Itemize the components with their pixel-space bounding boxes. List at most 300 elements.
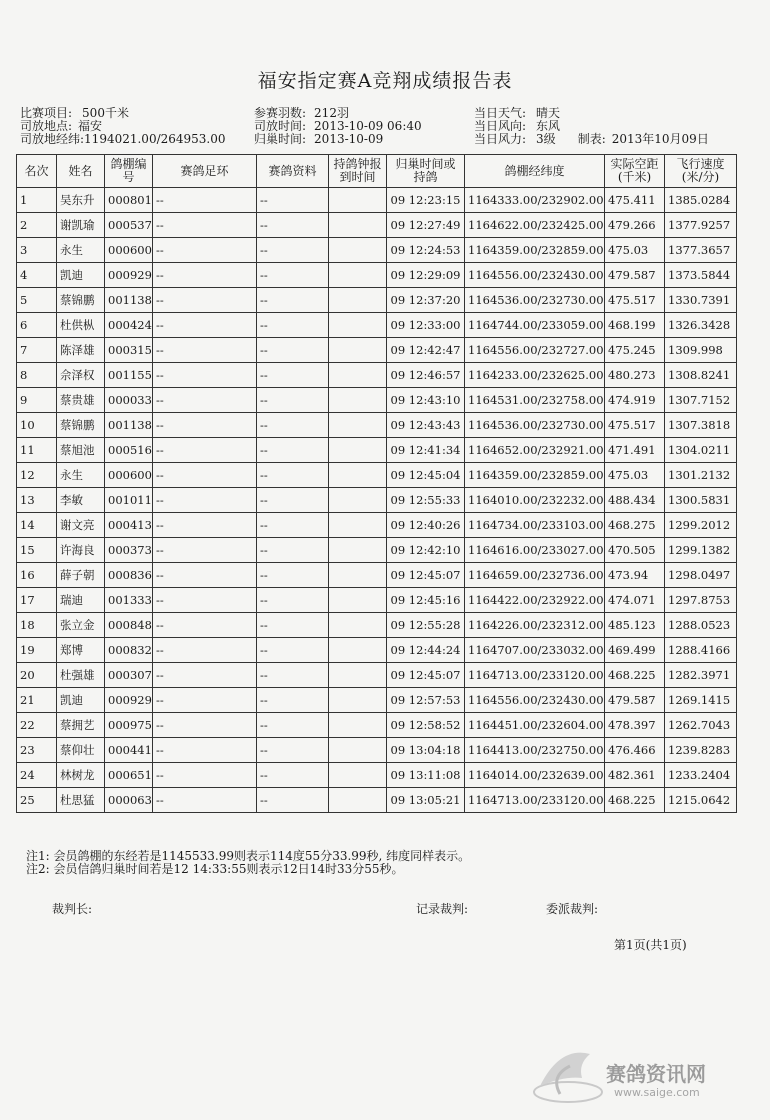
note-2: 注2: 会员信鸽归巢时间若是12 14:33:55则表示12日14时33分55秒。 bbox=[26, 862, 404, 876]
cell-speed: 1301.2132 bbox=[665, 463, 737, 488]
cell-time: 09 12:42:47 bbox=[387, 338, 465, 363]
cell-coord: 1164659.00/232736.00 bbox=[465, 563, 605, 588]
cell-ring: -- bbox=[153, 288, 257, 313]
cell-info: -- bbox=[257, 488, 329, 513]
cell-dist: 468.275 bbox=[605, 513, 665, 538]
cell-ring: -- bbox=[153, 538, 257, 563]
cell-time: 09 12:57:53 bbox=[387, 688, 465, 713]
cell-clock bbox=[329, 763, 387, 788]
cell-coord: 1164226.00/232312.00 bbox=[465, 613, 605, 638]
cell-name: 张立金 bbox=[57, 613, 105, 638]
recorder-judge-label: 记录裁判: bbox=[416, 902, 469, 916]
cell-speed: 1269.1415 bbox=[665, 688, 737, 713]
cell-info: -- bbox=[257, 613, 329, 638]
cell-speed: 1385.0284 bbox=[665, 188, 737, 213]
cell-speed: 1239.8283 bbox=[665, 738, 737, 763]
cell-time: 09 13:05:21 bbox=[387, 788, 465, 813]
page-indicator: 第1页(共1页) bbox=[614, 938, 687, 952]
cell-speed: 1297.8753 bbox=[665, 588, 737, 613]
cell-info: -- bbox=[257, 738, 329, 763]
cell-ring: -- bbox=[153, 213, 257, 238]
cell-clock bbox=[329, 388, 387, 413]
cell-rank: 20 bbox=[17, 663, 57, 688]
cell-speed: 1215.0642 bbox=[665, 788, 737, 813]
delegate-judge-label: 委派裁判: bbox=[546, 902, 599, 916]
cell-name: 永生 bbox=[57, 238, 105, 263]
cell-dist: 488.434 bbox=[605, 488, 665, 513]
cell-rank: 8 bbox=[17, 363, 57, 388]
cell-info: -- bbox=[257, 763, 329, 788]
cell-dist: 475.411 bbox=[605, 188, 665, 213]
cell-info: -- bbox=[257, 713, 329, 738]
cell-loft: 000033 bbox=[105, 388, 153, 413]
cell-time: 09 12:45:16 bbox=[387, 588, 465, 613]
cell-name: 蔡拥艺 bbox=[57, 713, 105, 738]
cell-speed: 1377.9257 bbox=[665, 213, 737, 238]
table-header-row bbox=[17, 155, 737, 188]
table-row bbox=[17, 263, 737, 288]
cell-loft: 000801 bbox=[105, 188, 153, 213]
cell-name: 薛子朝 bbox=[57, 563, 105, 588]
cell-rank: 18 bbox=[17, 613, 57, 638]
column-header: 鸽棚编号 bbox=[105, 155, 153, 188]
table-row bbox=[17, 538, 737, 563]
cell-dist: 473.94 bbox=[605, 563, 665, 588]
table-row bbox=[17, 463, 737, 488]
cell-clock bbox=[329, 463, 387, 488]
cell-coord: 1164556.00/232430.00 bbox=[465, 688, 605, 713]
cell-coord: 1164359.00/232859.00 bbox=[465, 463, 605, 488]
cell-time: 09 12:46:57 bbox=[387, 363, 465, 388]
cell-coord: 1164556.00/232727.00 bbox=[465, 338, 605, 363]
table-row bbox=[17, 513, 737, 538]
cell-rank: 2 bbox=[17, 213, 57, 238]
info-release-coord: 司放地经纬:1194021.00/264953.00 bbox=[20, 132, 226, 146]
cell-time: 09 12:23:15 bbox=[387, 188, 465, 213]
cell-ring: -- bbox=[153, 688, 257, 713]
cell-ring: -- bbox=[153, 613, 257, 638]
cell-time: 09 12:45:07 bbox=[387, 663, 465, 688]
cell-coord: 1164713.00/233120.00 bbox=[465, 663, 605, 688]
cell-coord: 1164616.00/233027.00 bbox=[465, 538, 605, 563]
cell-ring: -- bbox=[153, 188, 257, 213]
cell-time: 09 12:58:52 bbox=[387, 713, 465, 738]
cell-ring: -- bbox=[153, 388, 257, 413]
table-row bbox=[17, 413, 737, 438]
cell-coord: 1164531.00/232758.00 bbox=[465, 388, 605, 413]
cell-ring: -- bbox=[153, 313, 257, 338]
cell-coord: 1164713.00/233120.00 bbox=[465, 788, 605, 813]
cell-dist: 475.245 bbox=[605, 338, 665, 363]
cell-time: 09 12:45:07 bbox=[387, 563, 465, 588]
cell-ring: -- bbox=[153, 413, 257, 438]
cell-loft: 000373 bbox=[105, 538, 153, 563]
cell-clock bbox=[329, 588, 387, 613]
cell-name: 蔡锦鹏 bbox=[57, 413, 105, 438]
column-header: 归巢时间或持鸽 bbox=[387, 155, 465, 188]
cell-name: 蔡仰壮 bbox=[57, 738, 105, 763]
table-row bbox=[17, 363, 737, 388]
cell-loft: 001333 bbox=[105, 588, 153, 613]
cell-rank: 15 bbox=[17, 538, 57, 563]
cell-rank: 4 bbox=[17, 263, 57, 288]
cell-info: -- bbox=[257, 538, 329, 563]
cell-info: -- bbox=[257, 388, 329, 413]
cell-clock bbox=[329, 663, 387, 688]
cell-dist: 469.499 bbox=[605, 638, 665, 663]
cell-rank: 25 bbox=[17, 788, 57, 813]
cell-ring: -- bbox=[153, 438, 257, 463]
cell-dist: 479.266 bbox=[605, 213, 665, 238]
cell-time: 09 12:29:09 bbox=[387, 263, 465, 288]
cell-name: 许海良 bbox=[57, 538, 105, 563]
cell-clock bbox=[329, 738, 387, 763]
cell-loft: 000929 bbox=[105, 688, 153, 713]
cell-info: -- bbox=[257, 788, 329, 813]
cell-coord: 1164707.00/233032.00 bbox=[465, 638, 605, 663]
cell-clock bbox=[329, 438, 387, 463]
table-row bbox=[17, 313, 737, 338]
cell-loft: 000651 bbox=[105, 763, 153, 788]
column-header: 赛鸽资料 bbox=[257, 155, 329, 188]
cell-rank: 17 bbox=[17, 588, 57, 613]
cell-dist: 482.361 bbox=[605, 763, 665, 788]
cell-ring: -- bbox=[153, 663, 257, 688]
info-release-time: 司放时间: 2013-10-09 06:40 bbox=[254, 119, 422, 133]
cell-speed: 1377.3657 bbox=[665, 238, 737, 263]
cell-dist: 478.397 bbox=[605, 713, 665, 738]
cell-clock bbox=[329, 263, 387, 288]
info-birds: 参赛羽数: 212羽 bbox=[254, 106, 349, 120]
column-header: 赛鸽足环 bbox=[153, 155, 257, 188]
cell-rank: 12 bbox=[17, 463, 57, 488]
cell-dist: 485.123 bbox=[605, 613, 665, 638]
cell-rank: 11 bbox=[17, 438, 57, 463]
info-block-middle bbox=[254, 107, 422, 146]
cell-dist: 468.225 bbox=[605, 663, 665, 688]
cell-clock bbox=[329, 613, 387, 638]
column-header: 持鸽钟报到时间 bbox=[329, 155, 387, 188]
cell-name: 凯迪 bbox=[57, 263, 105, 288]
cell-info: -- bbox=[257, 638, 329, 663]
cell-loft: 000307 bbox=[105, 663, 153, 688]
cell-name: 吴东升 bbox=[57, 188, 105, 213]
cell-time: 09 12:55:33 bbox=[387, 488, 465, 513]
table-row bbox=[17, 238, 737, 263]
info-wind-dir: 当日风向: 东风 bbox=[474, 119, 561, 133]
cell-speed: 1330.7391 bbox=[665, 288, 737, 313]
cell-clock bbox=[329, 213, 387, 238]
cell-rank: 24 bbox=[17, 763, 57, 788]
cell-info: -- bbox=[257, 438, 329, 463]
cell-coord: 1164333.00/232902.00 bbox=[465, 188, 605, 213]
info-block-right bbox=[474, 107, 709, 146]
info-return-time: 归巢时间: 2013-10-09 bbox=[254, 132, 384, 146]
cell-ring: -- bbox=[153, 788, 257, 813]
cell-dist: 475.03 bbox=[605, 463, 665, 488]
cell-rank: 3 bbox=[17, 238, 57, 263]
cell-name: 瑞迪 bbox=[57, 588, 105, 613]
cell-rank: 1 bbox=[17, 188, 57, 213]
cell-time: 09 12:27:49 bbox=[387, 213, 465, 238]
cell-ring: -- bbox=[153, 363, 257, 388]
column-header: 鸽棚经纬度 bbox=[465, 155, 605, 188]
notes bbox=[26, 850, 470, 876]
cell-loft: 001138 bbox=[105, 288, 153, 313]
cell-loft: 001138 bbox=[105, 413, 153, 438]
cell-info: -- bbox=[257, 263, 329, 288]
cell-dist: 475.03 bbox=[605, 238, 665, 263]
page-title: 福安指定赛A竞翔成绩报告表 bbox=[257, 70, 513, 92]
cell-coord: 1164652.00/232921.00 bbox=[465, 438, 605, 463]
cell-clock bbox=[329, 788, 387, 813]
table-row bbox=[17, 638, 737, 663]
cell-loft: 001011 bbox=[105, 488, 153, 513]
cell-name: 谢凯瑜 bbox=[57, 213, 105, 238]
cell-loft: 000413 bbox=[105, 513, 153, 538]
column-header: 姓名 bbox=[57, 155, 105, 188]
cell-ring: -- bbox=[153, 238, 257, 263]
info-wind-force: 当日风力: 3级 制表: 2013年10月09日 bbox=[474, 132, 709, 146]
table-row bbox=[17, 613, 737, 638]
cell-name: 李敏 bbox=[57, 488, 105, 513]
cell-dist: 480.273 bbox=[605, 363, 665, 388]
cell-loft: 000836 bbox=[105, 563, 153, 588]
cell-time: 09 12:43:43 bbox=[387, 413, 465, 438]
cell-loft: 000600 bbox=[105, 238, 153, 263]
cell-rank: 21 bbox=[17, 688, 57, 713]
table-row bbox=[17, 563, 737, 588]
cell-clock bbox=[329, 288, 387, 313]
table-body bbox=[17, 188, 737, 813]
cell-dist: 476.466 bbox=[605, 738, 665, 763]
cell-speed: 1282.3971 bbox=[665, 663, 737, 688]
cell-name: 林树龙 bbox=[57, 763, 105, 788]
table-row bbox=[17, 438, 737, 463]
cell-clock bbox=[329, 363, 387, 388]
table-row bbox=[17, 388, 737, 413]
table-row bbox=[17, 288, 737, 313]
cell-coord: 1164010.00/232232.00 bbox=[465, 488, 605, 513]
cell-rank: 6 bbox=[17, 313, 57, 338]
cell-dist: 471.491 bbox=[605, 438, 665, 463]
cell-coord: 1164233.00/232625.00 bbox=[465, 363, 605, 388]
cell-loft: 000848 bbox=[105, 613, 153, 638]
cell-name: 凯迪 bbox=[57, 688, 105, 713]
cell-dist: 468.225 bbox=[605, 788, 665, 813]
watermark-name: 赛鸽资讯网 bbox=[606, 1062, 706, 1086]
cell-time: 09 12:45:04 bbox=[387, 463, 465, 488]
cell-info: -- bbox=[257, 288, 329, 313]
cell-rank: 5 bbox=[17, 288, 57, 313]
cell-info: -- bbox=[257, 688, 329, 713]
table-row bbox=[17, 663, 737, 688]
cell-ring: -- bbox=[153, 263, 257, 288]
watermark-url: www.saige.com bbox=[614, 1086, 700, 1099]
cell-loft: 001155 bbox=[105, 363, 153, 388]
cell-clock bbox=[329, 563, 387, 588]
cell-name: 杜思猛 bbox=[57, 788, 105, 813]
table-row bbox=[17, 588, 737, 613]
cell-coord: 1164413.00/232750.00 bbox=[465, 738, 605, 763]
cell-dist: 475.517 bbox=[605, 288, 665, 313]
cell-coord: 1164556.00/232430.00 bbox=[465, 263, 605, 288]
cell-name: 陈泽雄 bbox=[57, 338, 105, 363]
cell-time: 09 12:37:20 bbox=[387, 288, 465, 313]
cell-speed: 1233.2404 bbox=[665, 763, 737, 788]
cell-ring: -- bbox=[153, 488, 257, 513]
cell-loft: 000315 bbox=[105, 338, 153, 363]
cell-coord: 1164014.00/232639.00 bbox=[465, 763, 605, 788]
cell-coord: 1164536.00/232730.00 bbox=[465, 413, 605, 438]
info-weather: 当日天气: 晴天 bbox=[474, 106, 561, 120]
cell-loft: 000516 bbox=[105, 438, 153, 463]
cell-rank: 13 bbox=[17, 488, 57, 513]
table-row bbox=[17, 338, 737, 363]
cell-loft: 000424 bbox=[105, 313, 153, 338]
cell-rank: 19 bbox=[17, 638, 57, 663]
cell-speed: 1262.7043 bbox=[665, 713, 737, 738]
cell-ring: -- bbox=[153, 463, 257, 488]
cell-coord: 1164734.00/233103.00 bbox=[465, 513, 605, 538]
cell-time: 09 12:55:28 bbox=[387, 613, 465, 638]
cell-speed: 1307.3818 bbox=[665, 413, 737, 438]
table-row bbox=[17, 713, 737, 738]
cell-clock bbox=[329, 513, 387, 538]
cell-rank: 7 bbox=[17, 338, 57, 363]
cell-clock bbox=[329, 238, 387, 263]
cell-clock bbox=[329, 188, 387, 213]
cell-speed: 1307.7152 bbox=[665, 388, 737, 413]
table-row bbox=[17, 688, 737, 713]
table-row bbox=[17, 213, 737, 238]
cell-info: -- bbox=[257, 513, 329, 538]
table-row bbox=[17, 488, 737, 513]
cell-speed: 1300.5831 bbox=[665, 488, 737, 513]
cell-dist: 479.587 bbox=[605, 688, 665, 713]
cell-name: 蔡旭池 bbox=[57, 438, 105, 463]
cell-loft: 000063 bbox=[105, 788, 153, 813]
cell-loft: 000975 bbox=[105, 713, 153, 738]
cell-info: -- bbox=[257, 213, 329, 238]
cell-speed: 1309.998 bbox=[665, 338, 737, 363]
cell-info: -- bbox=[257, 238, 329, 263]
cell-speed: 1299.2012 bbox=[665, 513, 737, 538]
cell-dist: 475.517 bbox=[605, 413, 665, 438]
cell-time: 09 12:40:26 bbox=[387, 513, 465, 538]
cell-ring: -- bbox=[153, 713, 257, 738]
cell-info: -- bbox=[257, 463, 329, 488]
cell-name: 谢文亮 bbox=[57, 513, 105, 538]
table-row bbox=[17, 738, 737, 763]
cell-loft: 000537 bbox=[105, 213, 153, 238]
table-row bbox=[17, 763, 737, 788]
cell-ring: -- bbox=[153, 563, 257, 588]
cell-time: 09 12:43:10 bbox=[387, 388, 465, 413]
cell-clock bbox=[329, 338, 387, 363]
column-header: 飞行速度(米/分) bbox=[665, 155, 737, 188]
cell-coord: 1164422.00/232922.00 bbox=[465, 588, 605, 613]
cell-speed: 1304.0211 bbox=[665, 438, 737, 463]
cell-info: -- bbox=[257, 188, 329, 213]
cell-coord: 1164536.00/232730.00 bbox=[465, 288, 605, 313]
info-block-left bbox=[20, 107, 226, 146]
cell-info: -- bbox=[257, 363, 329, 388]
cell-coord: 1164451.00/232604.00 bbox=[465, 713, 605, 738]
cell-ring: -- bbox=[153, 588, 257, 613]
cell-loft: 000929 bbox=[105, 263, 153, 288]
cell-speed: 1299.1382 bbox=[665, 538, 737, 563]
cell-clock bbox=[329, 488, 387, 513]
cell-clock bbox=[329, 713, 387, 738]
cell-clock bbox=[329, 688, 387, 713]
cell-name: 蔡贵雄 bbox=[57, 388, 105, 413]
note-1: 注1: 会员鸽棚的东经若是1145533.99则表示114度55分33.99秒, 纬度同样表示。 bbox=[26, 849, 471, 863]
cell-info: -- bbox=[257, 413, 329, 438]
cell-rank: 22 bbox=[17, 713, 57, 738]
cell-ring: -- bbox=[153, 513, 257, 538]
cell-name: 永生 bbox=[57, 463, 105, 488]
cell-info: -- bbox=[257, 313, 329, 338]
column-header: 名次 bbox=[17, 155, 57, 188]
cell-speed: 1288.0523 bbox=[665, 613, 737, 638]
results-table bbox=[16, 154, 737, 813]
cell-time: 09 13:04:18 bbox=[387, 738, 465, 763]
cell-loft: 000600 bbox=[105, 463, 153, 488]
cell-dist: 479.587 bbox=[605, 263, 665, 288]
cell-name: 杜强雄 bbox=[57, 663, 105, 688]
cell-info: -- bbox=[257, 338, 329, 363]
cell-clock bbox=[329, 538, 387, 563]
cell-speed: 1298.0497 bbox=[665, 563, 737, 588]
cell-rank: 10 bbox=[17, 413, 57, 438]
cell-dist: 470.505 bbox=[605, 538, 665, 563]
cell-info: -- bbox=[257, 663, 329, 688]
info-project: 比赛项目: 500千米 bbox=[20, 106, 129, 120]
cell-ring: -- bbox=[153, 638, 257, 663]
cell-coord: 1164622.00/232425.00 bbox=[465, 213, 605, 238]
cell-loft: 000441 bbox=[105, 738, 153, 763]
cell-dist: 474.919 bbox=[605, 388, 665, 413]
cell-coord: 1164744.00/233059.00 bbox=[465, 313, 605, 338]
chief-judge-label: 裁判长: bbox=[52, 902, 93, 916]
cell-clock bbox=[329, 413, 387, 438]
cell-rank: 9 bbox=[17, 388, 57, 413]
cell-time: 09 12:42:10 bbox=[387, 538, 465, 563]
info-made: 制表: bbox=[577, 132, 606, 146]
info-release-place: 司放地点: 福安 bbox=[20, 119, 103, 133]
cell-clock bbox=[329, 313, 387, 338]
cell-loft: 000832 bbox=[105, 638, 153, 663]
cell-speed: 1288.4166 bbox=[665, 638, 737, 663]
cell-ring: -- bbox=[153, 738, 257, 763]
table-row bbox=[17, 788, 737, 813]
cell-ring: -- bbox=[153, 763, 257, 788]
cell-name: 杜供枞 bbox=[57, 313, 105, 338]
cell-dist: 468.199 bbox=[605, 313, 665, 338]
cell-speed: 1373.5844 bbox=[665, 263, 737, 288]
cell-name: 佘泽权 bbox=[57, 363, 105, 388]
cell-time: 09 12:41:34 bbox=[387, 438, 465, 463]
cell-rank: 16 bbox=[17, 563, 57, 588]
cell-name: 郑博 bbox=[57, 638, 105, 663]
cell-time: 09 12:33:00 bbox=[387, 313, 465, 338]
column-header: 实际空距(千米) bbox=[605, 155, 665, 188]
cell-time: 09 12:44:24 bbox=[387, 638, 465, 663]
cell-coord: 1164359.00/232859.00 bbox=[465, 238, 605, 263]
cell-speed: 1308.8241 bbox=[665, 363, 737, 388]
cell-speed: 1326.3428 bbox=[665, 313, 737, 338]
